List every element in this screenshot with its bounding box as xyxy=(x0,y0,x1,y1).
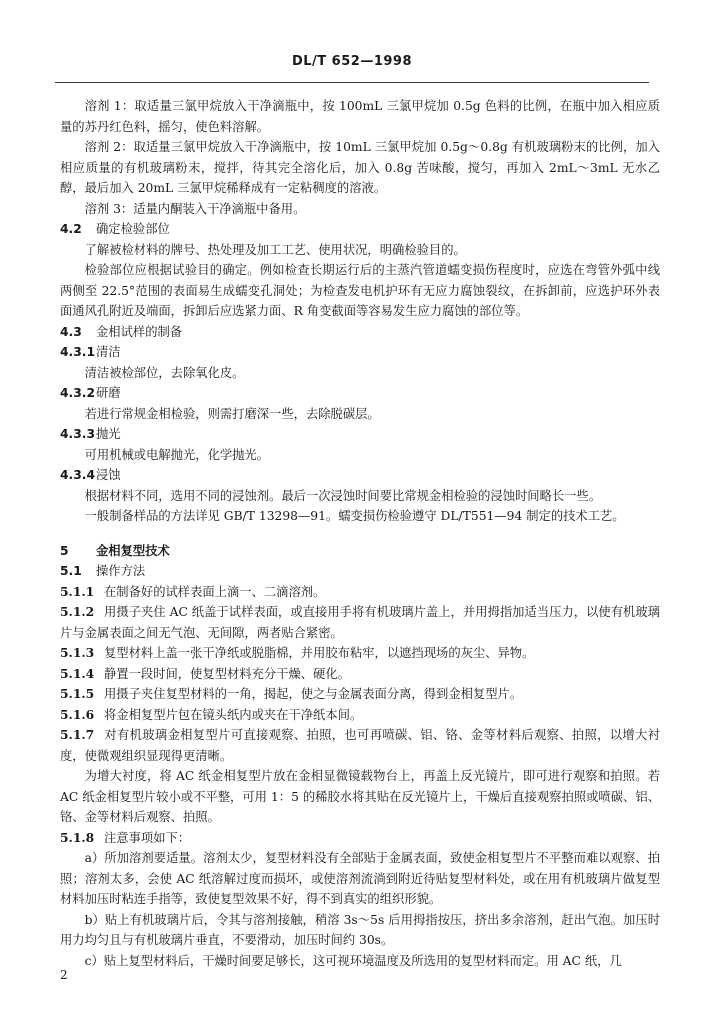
step-text: 用摄子夹住 AC 纸盖于试样表面，或直接用手将有机玻璃片盖上，并用拇指加适当压力，以使有机玻璃片与金属表面之间无气泡、无间隙，两者贴合紧密。 xyxy=(60,605,660,640)
standard-code-header: DL/T 652—1998 xyxy=(291,54,413,69)
section-title: 确定检验部位 xyxy=(96,222,170,236)
page-number: 2 xyxy=(60,968,68,982)
section-4-2-heading xyxy=(60,219,660,240)
section-4-3-1-heading xyxy=(60,342,660,363)
step-text: 复型材料上盖一张干净纸或脱脂棉，并用胶布粘牢，以遮挡现场的灰尘、异物。 xyxy=(104,646,535,660)
section-title: 研磨 xyxy=(96,386,121,400)
step-item xyxy=(60,602,660,643)
section-4-3-note: 一般制备样品的方法详见 GB/T 13298—91。蠕变损伤检验遵守 DL/T551—94 制定的技术工艺。 xyxy=(84,509,625,523)
section-4-3-heading xyxy=(60,322,660,343)
step-item xyxy=(60,828,660,849)
step-number: 5.1.3 xyxy=(60,645,95,660)
section-4-3-4-text: 根据材料不同，选用不同的浸蚀剂。最后一次浸蚀时间要比常规金相检验的浸蚀时间略长一些。 xyxy=(84,488,602,503)
section-4-2-paragraph-1: 了解被检材料的牌号、热处理及加工工艺、使用状况，明确检验目的。 xyxy=(84,242,466,257)
section-title: 抛光 xyxy=(96,427,121,441)
section-title: 浸蚀 xyxy=(96,468,121,482)
step-text: 对有机玻璃金相复型片可直接观察、拍照，也可再喷碳、铝、铬、金等材料后观察、拍照，以增大衬度，使微观组织显现得更清晰。 xyxy=(60,728,660,763)
header-rule xyxy=(55,82,649,83)
section-number: 4.3 xyxy=(60,324,82,339)
step-number: 5.1.4 xyxy=(60,665,95,681)
section-4-2-paragraph-2: 检验部位应根据试验目的确定。例如检查长期运行后的主蒸汽管道蠕变损伤程度时，应选在弯管外弧中线两侧至 22.5°范围的表面易生成蠕变孔洞处；为检查发电机护环有无应力腐蚀裂纹，在拆卸前，应选护环外表面通风孔附近及端面，拆卸后应选紧力面、R 角变截面等容易发生应力腐蚀的部位等。 xyxy=(60,263,660,318)
step-item xyxy=(60,725,660,766)
step-number: 5.1.5 xyxy=(60,686,95,701)
section-5-1-heading xyxy=(60,561,660,582)
solvent-2-paragraph: 溶剂 2：取适量三氯甲烷放入干净滴瓶中，按 10mL 三氯甲烷加 0.5g～0.8g 有机玻璃粉末的比例，加入相应质量的有机玻璃粉末，搅拌，待其完全溶化后，加入 0.8g 苦味酸，搅匀，再加入 2mL～3mL 无水乙醇，最后加入 20mL 三氯甲烷稀释成有一定粘稠度的溶液。 xyxy=(60,140,660,195)
step-number: 5.1.2 xyxy=(60,604,95,619)
step-number: 5.1.8 xyxy=(60,829,95,845)
step-text: 注意事项如下： xyxy=(104,830,191,845)
contrast-paragraph: 为增大衬度，将 AC 纸金相复型片放在金相显微镜载物台上，再盖上反光镜片，即可进行观察和拍照。若 AC 纸金相复型片较小或不平整，可用 1：5 的稀胶水将其贴在反光镜片上，干燥后直接观察拍照或喷碳、铝、铬、金等材料后观察、拍照。 xyxy=(60,769,660,824)
note-b: b）贴上有机玻璃片后，令其与溶剂接触，稍溶 3s～5s 后用拇指按压，挤出多余溶剂，赶出气泡。加压时用力均匀且与有机玻璃片垂直，不要滑动，加压时间约 30s。 xyxy=(60,912,660,947)
section-4-3-2-text: 若进行常规金相检验，则需打磨深一些，去除脱碳层。 xyxy=(84,406,380,421)
step-item xyxy=(60,705,660,726)
section-number: 5.1 xyxy=(60,564,82,578)
section-4-3-3-text: 可用机械或电解抛光，化学抛光。 xyxy=(84,447,270,462)
step-item xyxy=(60,684,660,705)
step-text: 静置一段时间，使复型材料充分干燥、硬化。 xyxy=(104,666,350,681)
section-number: 5 xyxy=(60,543,69,558)
section-number: 4.2 xyxy=(60,222,82,236)
document-body xyxy=(60,96,660,971)
step-text: 将金相复型片包在镜头纸内或夹在干净纸本间。 xyxy=(104,707,363,722)
step-number: 5.1.7 xyxy=(60,727,95,742)
note-c: c）贴上复型材料后，干燥时间要足够长，这可视环境温度及所选用的复型材料而定。用 AC 纸，几 xyxy=(84,953,622,968)
section-title: 清洁 xyxy=(96,345,121,359)
section-4-3-2-heading xyxy=(60,383,660,404)
step-number: 5.1.1 xyxy=(60,583,95,599)
step-number: 5.1.6 xyxy=(60,706,95,722)
section-title: 金相复型技术 xyxy=(96,543,170,558)
step-text: 用摄子夹住复型材料的一角，揭起，使之与金属表面分离，得到金相复型片。 xyxy=(104,687,523,701)
solvent-3-paragraph: 溶剂 3：适量内酮装入干净滴瓶中备用。 xyxy=(84,201,306,216)
section-4-3-1-text: 清洁被检部位，去除氧化皮。 xyxy=(84,365,245,380)
section-5-heading xyxy=(60,541,660,562)
section-title: 操作方法 xyxy=(96,564,146,578)
step-item xyxy=(60,664,660,685)
section-number: 4.3.2 xyxy=(60,386,96,400)
section-4-3-3-heading xyxy=(60,424,660,445)
section-title: 金相试样的制备 xyxy=(96,324,183,339)
step-text: 在制备好的试样表面上滴一、二滴溶剂。 xyxy=(104,584,326,599)
step-item xyxy=(60,582,660,603)
note-a: a）所加溶剂要适量。溶剂太少，复型材料没有全部贴于金属表面，致使金相复型片不平整而难以观察、拍照；溶剂太多，会使 AC 纸溶解过度而损坏，或使溶剂流淌到附近待贴复型材料处，或在用有机玻璃片做复型材料加压时粘连手指等，致使复型效果不好，得不到真实的组织形貌。 xyxy=(60,851,660,906)
section-number: 4.3.4 xyxy=(60,468,96,482)
step-item xyxy=(60,643,660,664)
section-number: 4.3.3 xyxy=(60,427,96,441)
section-number: 4.3.1 xyxy=(60,345,96,359)
section-4-3-4-heading xyxy=(60,465,660,486)
solvent-1-paragraph: 溶剂 1：取适量三氯甲烷放入干净滴瓶中，按 100mL 三氯甲烷加 0.5g 色料的比例，在瓶中加入相应质量的苏丹红色料，摇匀，使色料溶解。 xyxy=(60,99,660,134)
